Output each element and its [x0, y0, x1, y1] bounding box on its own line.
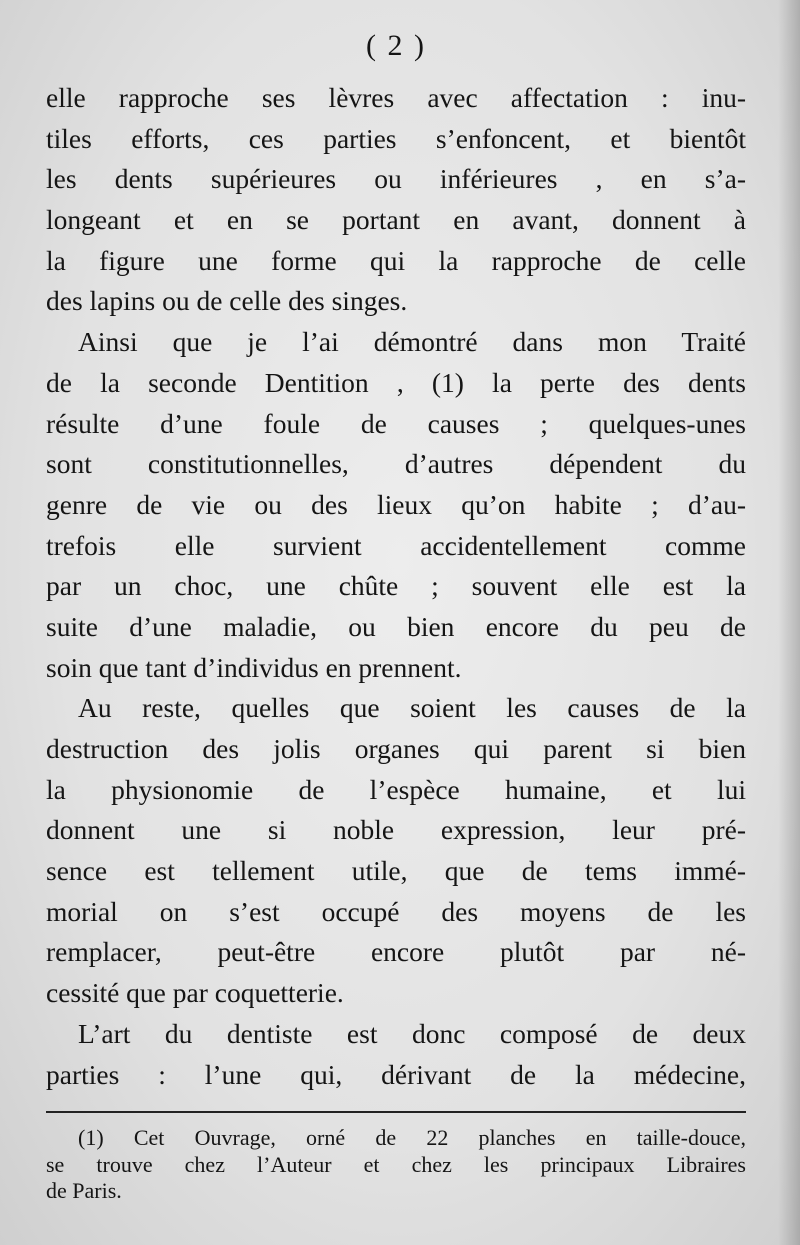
text-line: parties : l’une qui, dérivant de la médecine,	[46, 1058, 746, 1090]
text-line: L’art du dentiste est donc composé de deux	[78, 1017, 746, 1049]
body-text	[46, 78, 746, 1095]
text-line: genre de vie ou des lieux qu’on habite ; d’au-	[46, 488, 746, 520]
page-edge-shadow	[778, 0, 800, 1245]
text-line: de la seconde Dentition , (1) la perte des dents	[46, 366, 746, 398]
text-line: par un choc, une chûte ; souvent elle est la	[46, 570, 746, 602]
page-number: ( 2 )	[366, 29, 426, 62]
text-line: remplacer, peut-être encore plutôt par né-	[46, 936, 746, 968]
text-line: sence est tellement utile, que de tems immé-	[46, 855, 746, 887]
text-line: des lapins ou de celle des singes.	[46, 285, 408, 317]
text-line: trefois elle survient accidentellement comme	[46, 529, 746, 561]
text-line: Ainsi que je l’ai démontré dans mon Traité	[78, 326, 746, 358]
footnote-line: (1) Cet Ouvrage, orné de 22 planches en taille-douce,	[78, 1125, 746, 1151]
text-line: elle rapproche ses lèvres avec affectation : inu-	[46, 82, 746, 113]
text-line: sont constitutionnelles, d’autres dépendent du	[46, 448, 746, 480]
text-line: donnent une si noble expression, leur pré-	[46, 814, 746, 846]
text-line: tiles efforts, ces parties s’enfoncent, et bientôt	[46, 122, 746, 154]
footnote	[46, 1125, 746, 1205]
text-line: la figure une forme qui la rapproche de celle	[46, 244, 746, 276]
text-line: résulte d’une foule de causes ; quelques-unes	[46, 407, 746, 439]
text-line: soin que tant d’individus en prennent.	[46, 651, 462, 683]
footnote-line: de Paris.	[46, 1178, 122, 1204]
text-line: suite d’une maladie, ou bien encore du peu de	[46, 610, 746, 642]
footnote-divider	[46, 1111, 746, 1113]
footnote-line: se trouve chez l’Auteur et chez les principaux Libraires	[46, 1151, 746, 1177]
text-line: les dents supérieures ou inférieures , en s’a-	[46, 163, 746, 195]
text-line: longeant et en se portant en avant, donnent à	[46, 204, 746, 236]
text-line: la physionomie de l’espèce humaine, et lui	[46, 773, 746, 805]
text-line: cessité que par coquetterie.	[46, 977, 344, 1009]
text-line: morial on s’est occupé des moyens de les	[46, 895, 746, 927]
text-line: destruction des jolis organes qui parent si bien	[46, 733, 746, 764]
text-line: Au reste, quelles que soient les causes de la	[78, 692, 746, 724]
